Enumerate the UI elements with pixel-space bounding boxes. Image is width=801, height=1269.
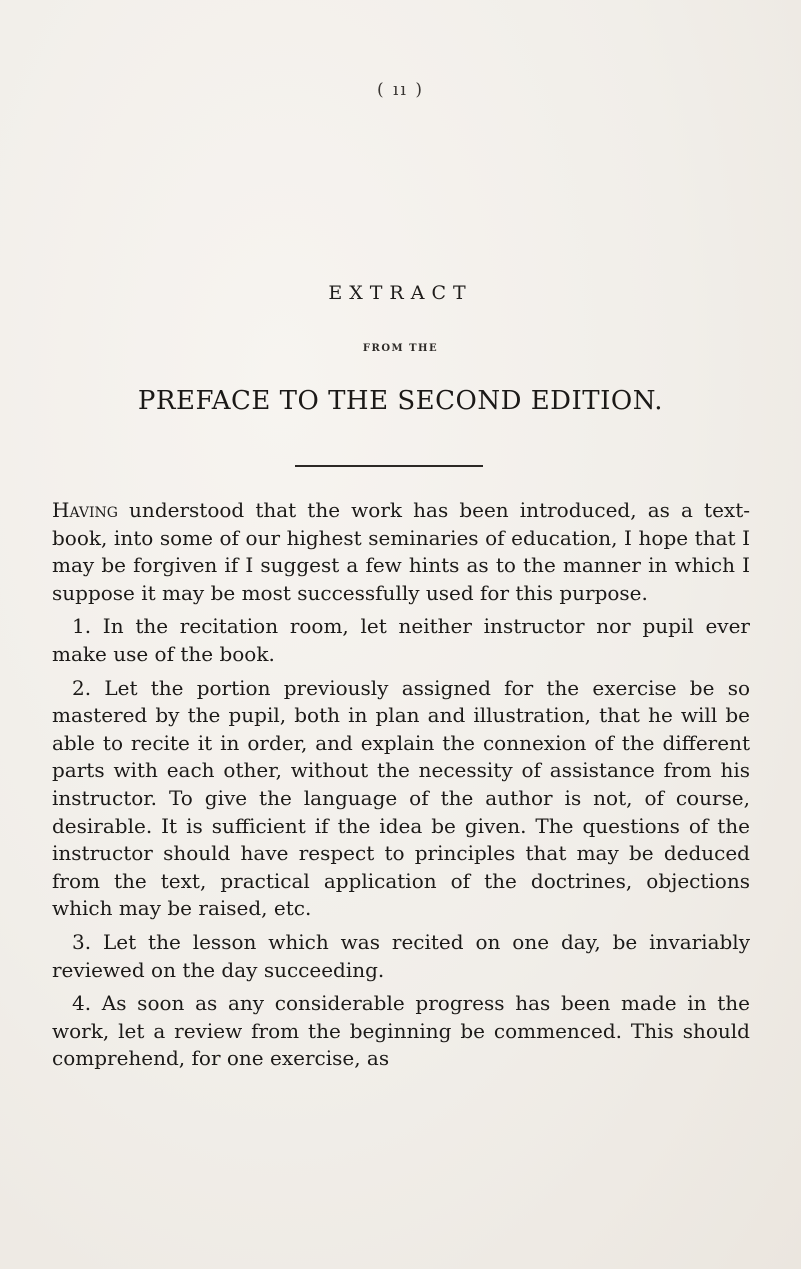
page-number: ( ıı ) (377, 80, 424, 100)
section-subheading: PREFACE TO THE SECOND EDITION. (137, 386, 664, 416)
numbered-paragraph-2: 2. Let the portion previously assigned for the exercise be so mastered by the pupil, both in plan and illustration, that he will be able to recite it in order, and explain the connexion of the different parts with each other, without the necessity of assistance from his instructor. To give the language of the author is not, of course, desirable. It is sufficient if the idea be given. The questions of the instructor should have respect to principles that may be deduced from the text, practical application of the doctrines, objections which may be raised, etc. (52, 675, 750, 921)
intro-lead-word: Having (52, 498, 118, 522)
divider-rule (295, 465, 483, 467)
intro-text: understood that the work has been introduced, as a text-book, into some of our highest seminaries of education, I hope that I may be forgiven if I suggest a few hints as to the manner in which I suppose it may be most successfully used for this purpose. (52, 498, 750, 605)
from-label: FROM THE (362, 343, 439, 354)
numbered-paragraph-3: 3. Let the lesson which was recited on one day, be invariably reviewed on the day succeeding. (52, 929, 750, 982)
numbered-paragraph-1: 1. In the recitation room, let neither instructor nor pupil ever make use of the book. (52, 614, 750, 666)
intro-paragraph (52, 497, 750, 607)
section-heading: EXTRACT (328, 282, 473, 304)
numbered-paragraph-4: 4. As soon as any considerable progress has been made in the work, let a review from the beginning be commenced. This should comprehend, for one exercise, as (52, 991, 750, 1071)
body-text (52, 497, 750, 1079)
